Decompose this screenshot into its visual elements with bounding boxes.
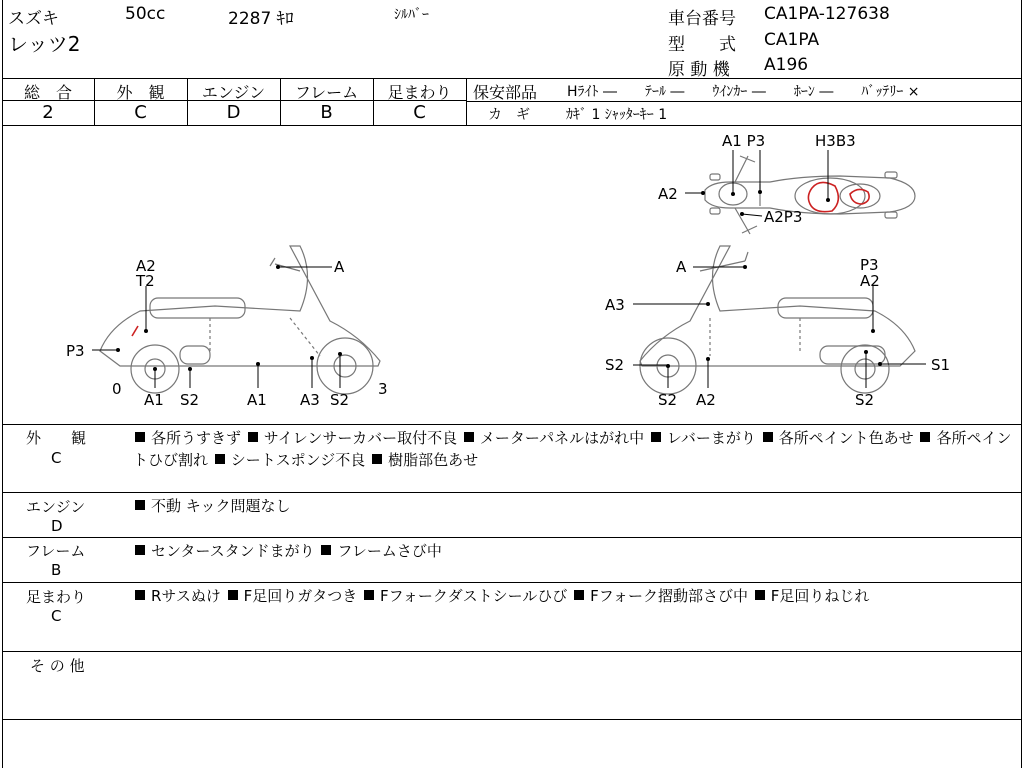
mileage: 2287 ｷﾛ — [228, 9, 294, 29]
type-value: CA1PA — [764, 30, 820, 50]
damage-marks — [132, 182, 869, 336]
detail-item: 不動 キック問題なし — [151, 497, 291, 515]
grade-frame-value: B — [320, 102, 333, 123]
grade-overall-label: 総 合 — [23, 83, 72, 102]
detail-item: センタースタンドまがり — [151, 542, 315, 560]
label-right-a: A — [676, 258, 687, 276]
model-name: レッツ2 — [8, 32, 81, 56]
detail-item: 樹脂部色あせ — [388, 451, 479, 469]
detail-exterior-grade: C — [51, 449, 62, 467]
detail-item: Fフォークダストシールひび — [380, 587, 568, 605]
detail-item: 各所ペイントひび割れ — [133, 429, 1012, 469]
label-left-bottom-a1b: A1 — [247, 391, 267, 409]
detail-item: シートスポンジ不良 — [230, 451, 366, 469]
label-a1p3: A1 P3 — [722, 132, 766, 150]
safety-parts-items: Hﾗｲﾄ ― ﾃｰﾙ ― ｳｲﾝｶｰ ― ﾎｰﾝ ― ﾊﾞｯﾃﾘｰ × — [567, 84, 920, 100]
detail-exterior-items — [133, 427, 1018, 471]
divider — [2, 537, 1022, 538]
grade-exterior-label: 外 観 — [116, 83, 165, 102]
engine-model-label: 原 動 機 — [668, 60, 730, 80]
detail-engine-items — [133, 495, 1018, 517]
key-value: ｶｷﾞ 1 ｼｬｯﾀｰｷｰ 1 — [566, 107, 668, 123]
label-left-3: 3 — [378, 380, 388, 398]
divider — [2, 492, 1022, 493]
damage-diagram — [0, 126, 1022, 424]
chassis-value: CA1PA-127638 — [764, 4, 890, 24]
scooter-top-view — [705, 156, 915, 234]
label-right-bottom-a2: A2 — [696, 391, 716, 409]
detail-frame-grade: B — [51, 561, 62, 579]
divider — [2, 78, 1022, 79]
divider — [466, 78, 467, 125]
type-label: 型 式 — [668, 35, 736, 55]
detail-exterior-label: 外 観 — [26, 429, 87, 447]
grade-exterior-value: C — [134, 102, 147, 123]
label-left-a: A — [334, 258, 345, 276]
label-left-bottom-a1: A1 — [144, 391, 164, 409]
label-left-bottom-s2b: S2 — [330, 391, 350, 409]
grade-suspension-value: C — [413, 102, 426, 123]
grade-engine-label: エンジン — [201, 83, 266, 102]
label-right-a2: A2 — [860, 272, 880, 290]
divider — [2, 719, 1022, 720]
detail-suspension-items — [133, 585, 1018, 607]
label-left-bottom-s2: S2 — [180, 391, 200, 409]
detail-item: 各所うすきず — [151, 429, 242, 447]
maker-name: スズキ — [8, 9, 59, 29]
divider — [2, 651, 1022, 652]
detail-item: F足回りねじれ — [770, 587, 870, 605]
detail-item: レバーまがり — [666, 429, 756, 447]
detail-other-label: そ の 他 — [30, 657, 85, 675]
label-left-a2: A2 — [136, 257, 156, 275]
label-right-p3: P3 — [860, 256, 879, 274]
detail-item: サイレンサーカバー取付不良 — [263, 429, 458, 447]
grade-suspension-label: 足まわり — [387, 83, 452, 102]
label-left-0: 0 — [112, 380, 122, 398]
detail-item: フレームさび中 — [337, 542, 442, 560]
label-left-t2: T2 — [136, 272, 155, 290]
key-label: カ ギ — [488, 107, 530, 123]
divider — [2, 582, 1022, 583]
label-right-a3: A3 — [605, 296, 625, 314]
detail-frame-items — [133, 540, 1018, 562]
label-right-bottom-s2b: S2 — [855, 391, 875, 409]
detail-frame-label: フレーム — [26, 542, 86, 560]
detail-item: Fフォーク摺動部さび中 — [590, 587, 748, 605]
label-right-s1: S1 — [931, 356, 951, 374]
divider — [466, 101, 1022, 102]
engine-model-value: A196 — [764, 55, 809, 75]
divider — [2, 424, 1022, 425]
detail-suspension-label: 足まわり — [26, 588, 87, 606]
chassis-label: 車台番号 — [668, 9, 736, 29]
grade-frame-label: フレーム — [294, 83, 359, 102]
detail-item: 各所ペイント色あせ — [778, 429, 914, 447]
label-right-s2: S2 — [605, 356, 625, 374]
detail-item: メーターパネルはがれ中 — [479, 429, 645, 447]
label-a2p3: A2P3 — [764, 208, 803, 226]
label-h3b3: H3B3 — [815, 132, 856, 150]
detail-item: F足回りガタつき — [243, 587, 358, 605]
label-left-p3: P3 — [66, 342, 85, 360]
detail-suspension-grade: C — [51, 607, 62, 625]
label-a2-top: A2 — [658, 185, 678, 203]
color: ｼﾙﾊﾞｰ — [394, 7, 429, 23]
grade-overall-value: 2 — [42, 102, 54, 123]
label-right-bottom-s2: S2 — [658, 391, 678, 409]
safety-parts-label: 保安部品 — [473, 83, 538, 102]
grade-engine-value: D — [226, 102, 241, 123]
label-left-bottom-a3: A3 — [300, 391, 320, 409]
detail-item: Rサスぬけ — [151, 587, 221, 605]
detail-engine-label: エンジン — [26, 498, 86, 516]
detail-engine-grade: D — [51, 517, 63, 535]
displacement: 50cc — [125, 4, 166, 24]
